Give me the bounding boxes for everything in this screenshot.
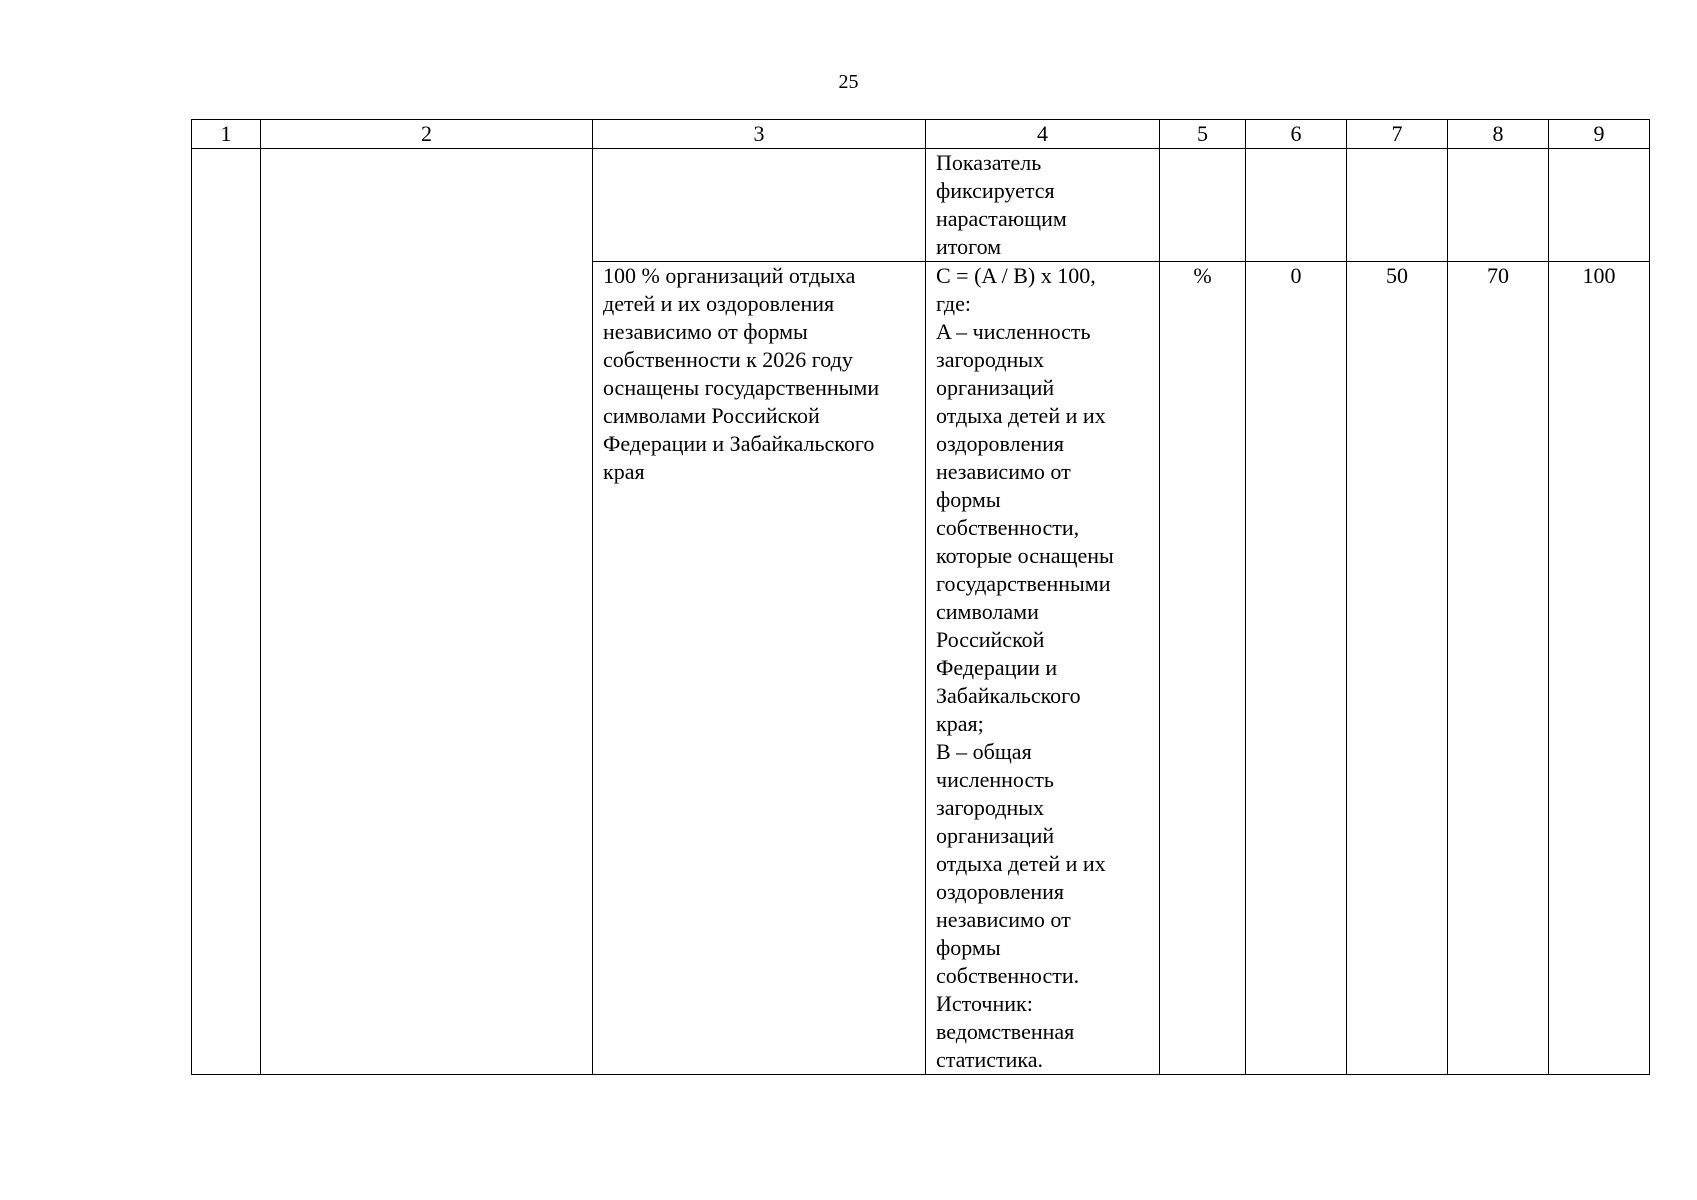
cell-text-line: независимо от: [936, 907, 1071, 932]
cell-text-line: оснащены государственными: [603, 375, 880, 400]
header-row: [192, 120, 1650, 149]
cell-text-line: собственности.: [936, 963, 1080, 988]
cell-text-line: нарастающим: [936, 206, 1067, 231]
header-col-6: 6: [1246, 120, 1347, 149]
cell-text-line: которые оснащены: [936, 543, 1114, 568]
cell-text-line: собственности,: [936, 515, 1080, 540]
cell-text-line: фиксируется: [936, 178, 1055, 203]
cell-text-line: детей и их оздоровления: [603, 291, 835, 316]
cell-text-line: загородных: [936, 347, 1045, 372]
cell-row1-col-6: [1246, 149, 1347, 262]
cell-text-line: B – общая: [936, 739, 1032, 764]
cell-text-line: формы: [936, 935, 1001, 960]
cell-text-line: организаций: [936, 823, 1055, 848]
cell-row1-col-9: [1549, 149, 1650, 262]
cell-col-1: [192, 149, 261, 1075]
indicator-table: [191, 119, 1650, 1075]
cell-text-line: Российской: [936, 627, 1045, 652]
cell-text-line: символами Российской: [603, 403, 820, 428]
cell-text-line: Забайкальского: [936, 683, 1081, 708]
unit-cell: %: [1160, 262, 1246, 1075]
header-col-3: 3: [593, 120, 926, 149]
cell-text-line: ведомственная: [936, 1019, 1075, 1044]
cell-text-line: отдыха детей и их: [936, 851, 1106, 876]
cell-text-line: 100 % организаций отдыха: [603, 263, 856, 288]
cell-row1-col-5: [1160, 149, 1246, 262]
cell-row1-col-7: [1347, 149, 1448, 262]
header-col-7: 7: [1347, 120, 1448, 149]
cell-text-line: где:: [936, 291, 971, 316]
cell-text-line: собственности к 2026 году: [603, 347, 853, 372]
cell-text-line: отдыха детей и их: [936, 403, 1106, 428]
cell-col-2: [261, 149, 593, 1075]
value-cell-col-7: 50: [1347, 262, 1448, 1075]
cell-text-line: края: [603, 459, 645, 484]
table-row-continuation: [192, 149, 1650, 262]
cell-text-line: государственными: [936, 571, 1111, 596]
cell-text-line: A – численность: [936, 319, 1091, 344]
cell-text-line: оздоровления: [936, 431, 1064, 456]
cell-text-line: оздоровления: [936, 879, 1064, 904]
header-col-8: 8: [1448, 120, 1549, 149]
value-cell-col-9: 100: [1549, 262, 1650, 1075]
value-cell-col-6: 0: [1246, 262, 1347, 1075]
cell-text-line: независимо от: [936, 459, 1071, 484]
header-col-1: 1: [192, 120, 261, 149]
value-cell-col-8: 70: [1448, 262, 1549, 1075]
header-col-4: 4: [926, 120, 1160, 149]
cell-text-line: края;: [936, 711, 984, 736]
header-col-5: 5: [1160, 120, 1246, 149]
cell-text-line: формы: [936, 487, 1001, 512]
header-col-2: 2: [261, 120, 593, 149]
cell-text-line: Федерации и Забайкальского: [603, 431, 875, 456]
cell-text-line: независимо от формы: [603, 319, 808, 344]
cell-text-line: организаций: [936, 375, 1055, 400]
cell-text-line: C = (A / B) x 100,: [936, 263, 1096, 288]
cell-row1-col-8: [1448, 149, 1549, 262]
cell-text-line: Источник:: [936, 991, 1033, 1016]
calculation-method-cell: [926, 262, 1160, 1075]
cell-row1-col-4: [926, 149, 1160, 262]
cell-text-line: Федерации и: [936, 655, 1058, 680]
cell-text-line: символами: [936, 599, 1039, 624]
cell-text-line: итогом: [936, 234, 1002, 259]
cell-text-line: численность: [936, 767, 1054, 792]
cell-text-line: статистика.: [936, 1047, 1044, 1072]
cell-text-line: загородных: [936, 795, 1045, 820]
header-col-9: 9: [1549, 120, 1650, 149]
cell-row1-col-3: [593, 149, 926, 262]
cell-text-line: Показатель: [936, 150, 1042, 175]
page-number: 25: [838, 71, 859, 93]
indicator-description-cell: [593, 262, 926, 1075]
